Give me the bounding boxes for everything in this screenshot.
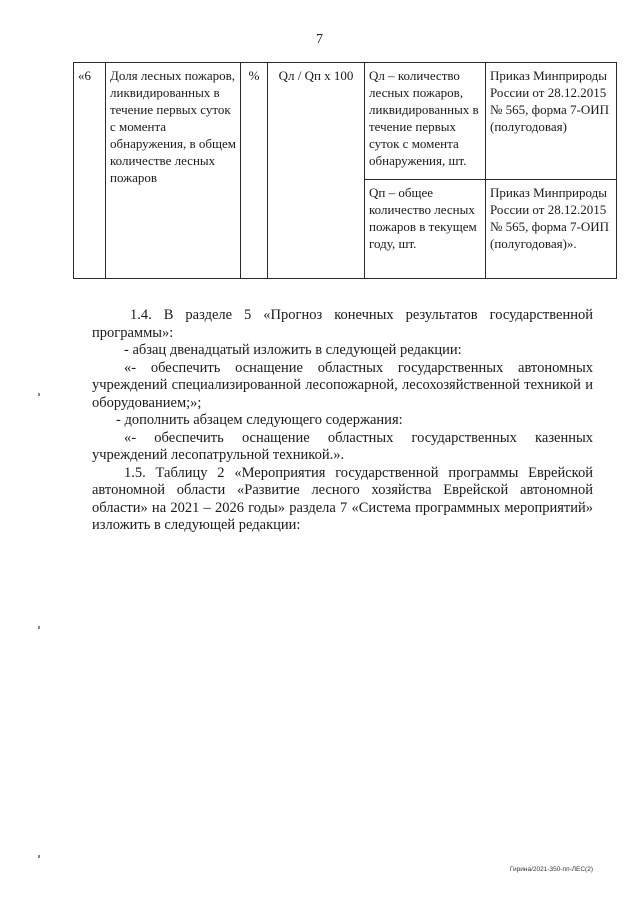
data-source: Приказ Минприроды России от 28.12.2015 № 565, форма 7-ОИП (полугодовая)». (490, 185, 610, 251)
document-body (92, 307, 593, 535)
data-source-cell (486, 63, 617, 180)
formula-cell: Qл / Qп x 100 (268, 63, 365, 279)
paragraph: 1.4. В разделе 5 «Прогноз конечных результатов государственной программы»: (92, 307, 593, 341)
footer-code: Гирина/2021-350-пп-ЛЕС(2) (509, 866, 593, 873)
paragraph: - дополнить абзацем следующего содержания: (116, 412, 403, 428)
data-source-cell (486, 180, 617, 279)
table-row (74, 63, 617, 180)
indicator-table (73, 62, 617, 279)
paragraph: - абзац двенадцатый изложить в следующей редакции: (124, 342, 462, 358)
indicator-name: Доля лесных пожаров, ликвидированных в течение первых суток с момента обнаружения, в общем количестве лесных пожаров (110, 68, 236, 185)
data-source: Приказ Минприроды России от 28.12.2015 № 565, форма 7-ОИП (полугодовая) (490, 68, 610, 134)
variable-definition: Qп – общее количество лесных пожаров в текущем году, шт. (369, 185, 477, 251)
row-number-cell: «6 (74, 63, 106, 279)
margin-mark (38, 393, 40, 396)
page-number: 7 (316, 32, 323, 47)
margin-mark (38, 626, 40, 629)
variable-definition-cell (365, 180, 486, 279)
paragraph: 1.5. Таблицу 2 «Мероприятия государственной программы Еврейской автономной области «Развитие лесного хозяйства Еврейской автономной области» на 2021 – 2026 годы» раздела 7 «Система программных мероприятий» изложить в следующей редакции: (92, 464, 593, 533)
variable-definition-cell (365, 63, 486, 180)
paragraph: «- обеспечить оснащение областных государственных казенных учреждений лесопатрульной техникой.». (92, 429, 593, 463)
indicator-name-cell (106, 63, 241, 279)
unit-cell: % (241, 63, 268, 279)
margin-mark (38, 855, 40, 858)
paragraph: «- обеспечить оснащение областных государственных автономных учреждений специализированной лесопожарной, лесохозяйственной техникой и оборудованием;»; (92, 359, 593, 411)
variable-definition: Qл – количество лесных пожаров, ликвидированных в течение первых суток с момента обнаружения, шт. (369, 68, 479, 168)
